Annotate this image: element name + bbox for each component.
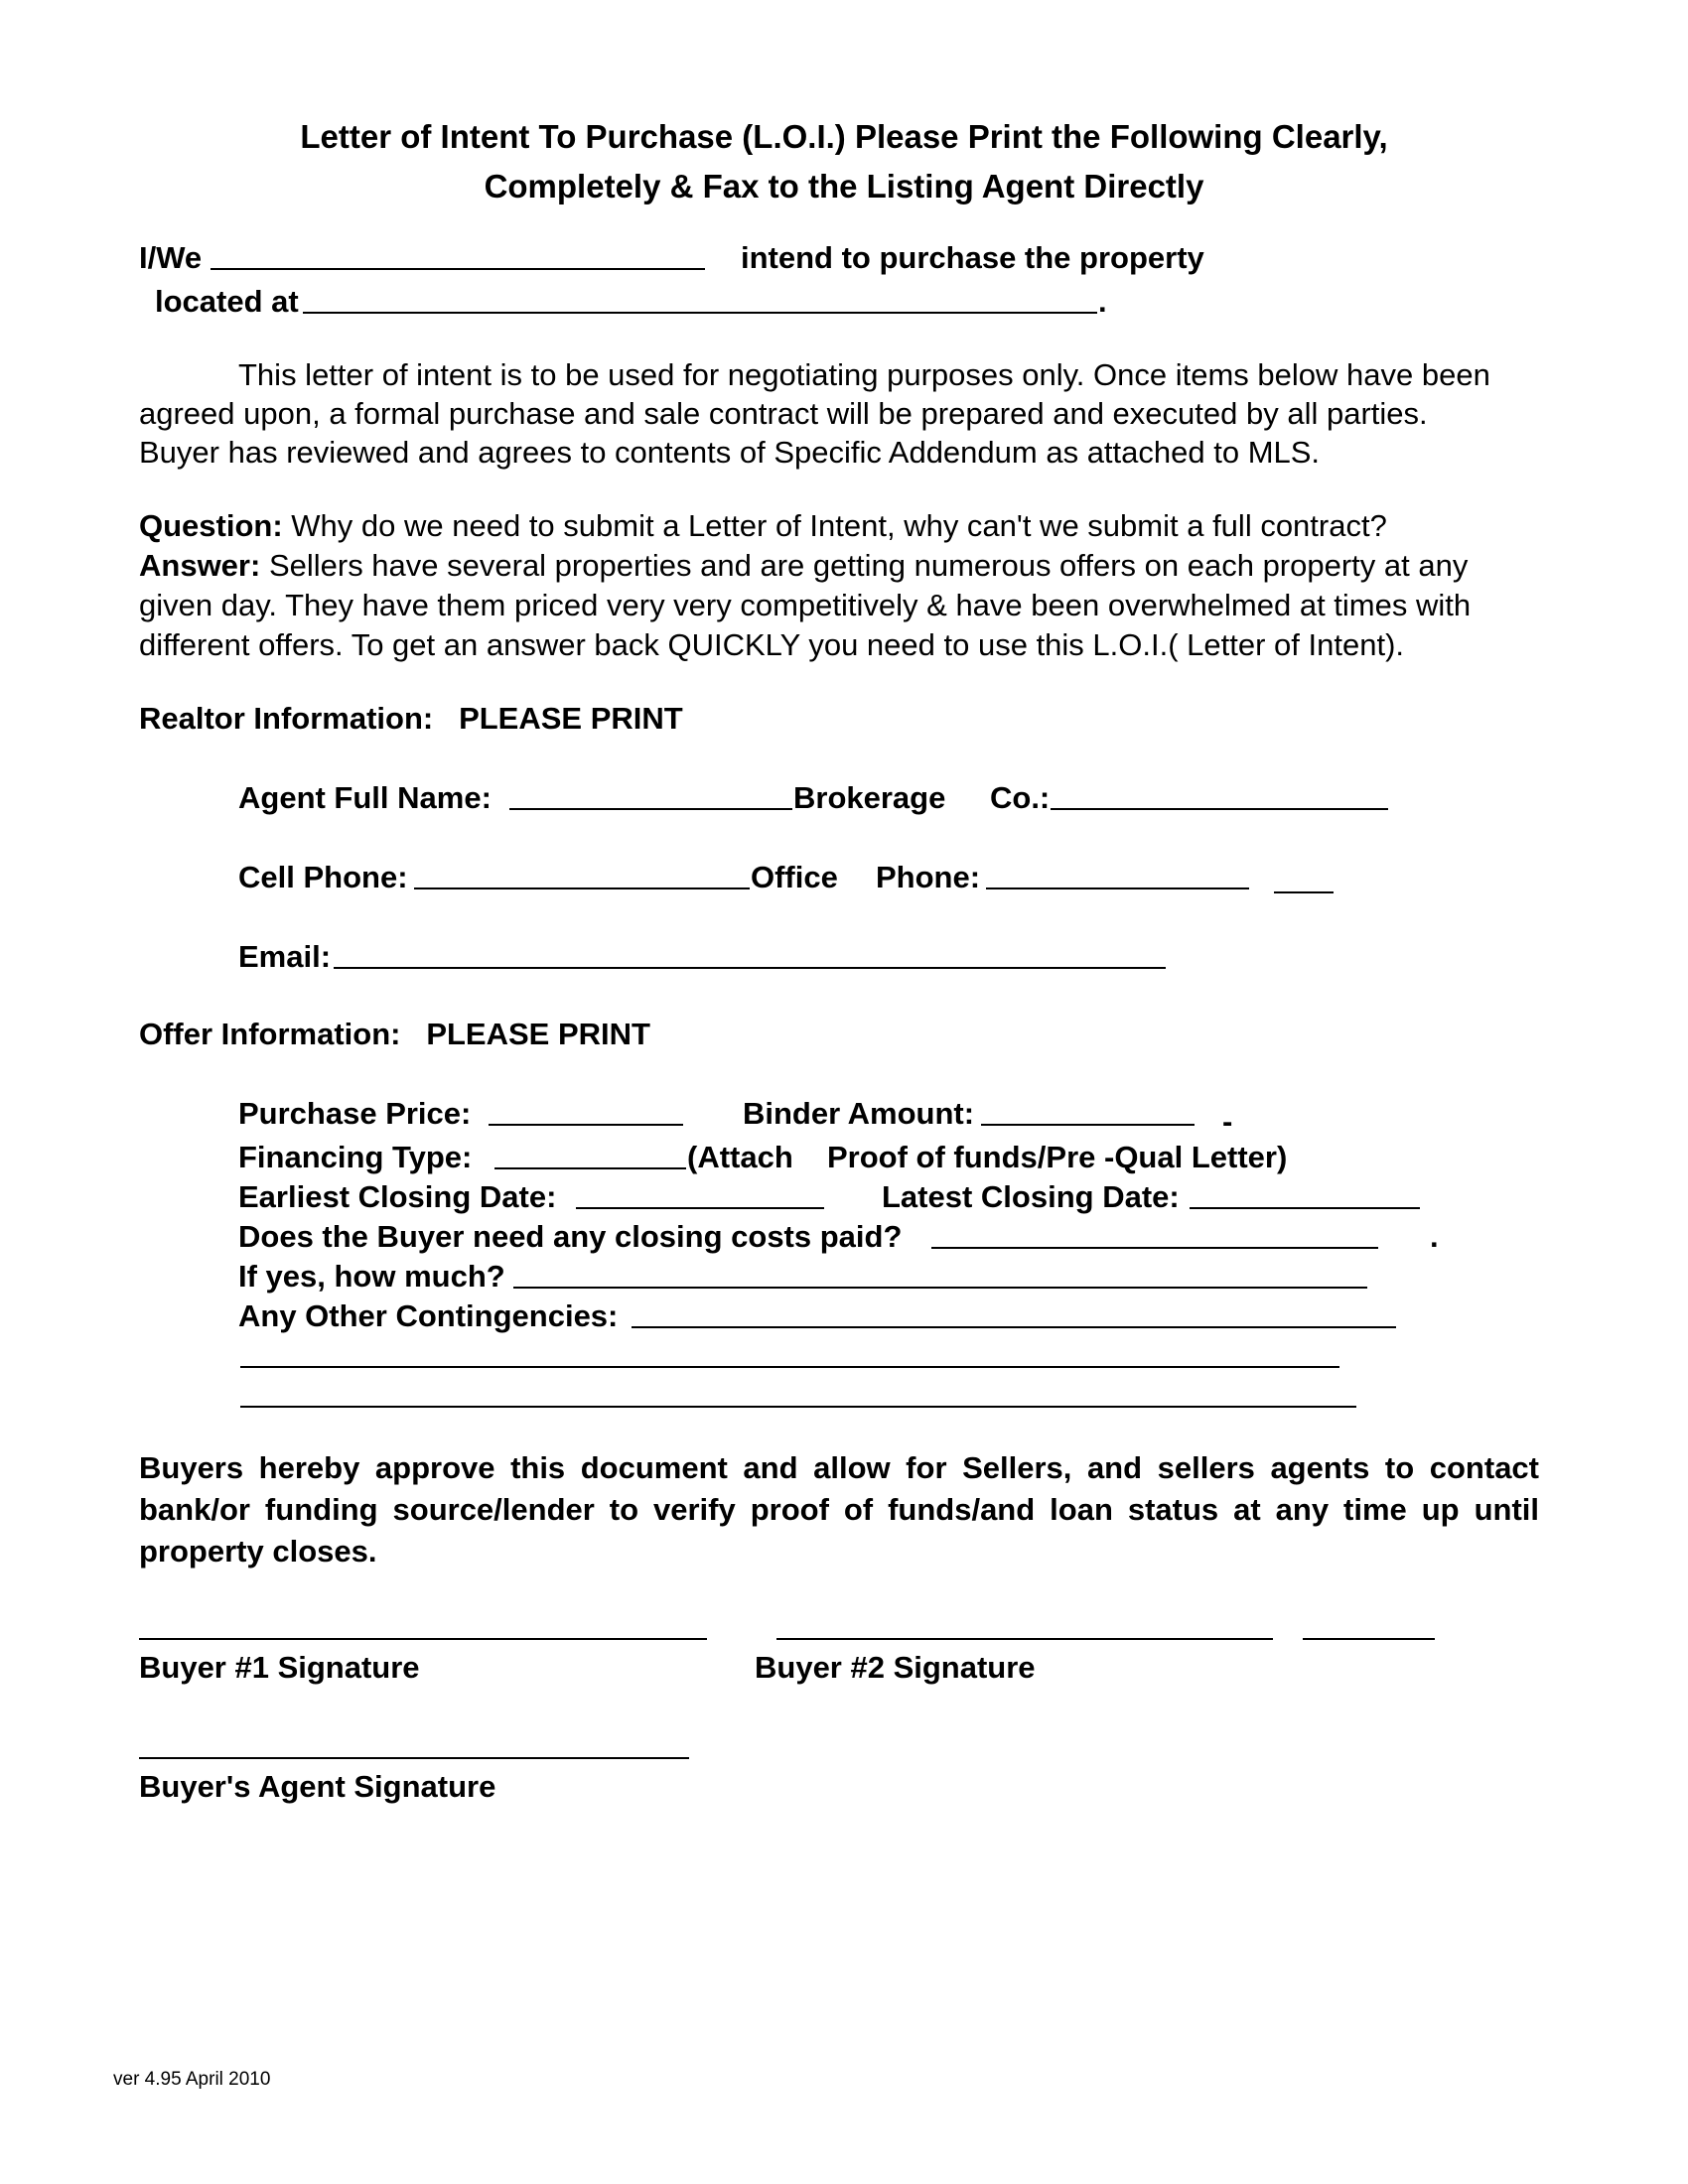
agent-full-name-label: Agent Full Name: xyxy=(238,780,492,815)
purchase-price-label: Purchase Price: xyxy=(238,1096,472,1131)
office-phone-label: Phone: xyxy=(876,860,981,894)
answer-text-line-3: different offers. To get an answer back QUICKLY you need to use this L.O.I.( Letter of Intent). xyxy=(139,627,1405,662)
brokerage-company-field[interactable] xyxy=(1051,808,1388,810)
other-contingencies-line-3[interactable] xyxy=(240,1406,1356,1408)
question-text: Why do we need to submit a Letter of Intent, why can't we submit a full contract? xyxy=(291,508,1387,543)
located-at-label: located at xyxy=(155,284,299,319)
office-phone-field[interactable] xyxy=(986,887,1249,889)
financing-type-label: Financing Type: xyxy=(238,1140,473,1174)
buyer-names-field[interactable] xyxy=(211,268,705,270)
brokerage-label: Brokerage xyxy=(793,780,946,815)
closing-costs-label: Does the Buyer need any closing costs paid? xyxy=(238,1219,903,1254)
other-contingencies-label: Any Other Contingencies: xyxy=(238,1298,619,1333)
approval-line-3: property closes. xyxy=(139,1534,377,1569)
buyers-agent-signature-field[interactable] xyxy=(139,1757,689,1759)
buyer-1-signature-field[interactable] xyxy=(139,1638,707,1640)
intend-to-purchase-text: intend to purchase the property xyxy=(741,240,1204,275)
intro-line-2: agreed upon, a formal purchase and sale contract will be prepared and executed by all parties. xyxy=(139,396,1428,431)
answer-label: Answer: xyxy=(139,548,261,583)
realtor-info-heading: Realtor Information: PLEASE PRINT xyxy=(139,701,683,736)
binder-amount-label: Binder Amount: xyxy=(743,1096,975,1131)
document-title-line-2: Completely & Fax to the Listing Agent Directly xyxy=(484,168,1204,205)
approval-paragraph xyxy=(139,1447,1539,1572)
agent-full-name-field[interactable] xyxy=(509,808,792,810)
property-address-field[interactable] xyxy=(303,312,1097,314)
how-much-field[interactable] xyxy=(513,1287,1367,1289)
faq-question xyxy=(139,508,1387,544)
address-period: . xyxy=(1098,284,1107,319)
binder-amount-field[interactable] xyxy=(981,1124,1195,1126)
office-label: Office xyxy=(751,860,838,894)
attach-label: (Attach xyxy=(687,1140,793,1174)
buyer-2-signature-field[interactable] xyxy=(776,1638,1273,1640)
purchase-price-field[interactable] xyxy=(489,1124,683,1126)
financing-type-field[interactable] xyxy=(494,1167,686,1169)
how-much-label: If yes, how much? xyxy=(238,1259,505,1294)
version-footer: ver 4.95 April 2010 xyxy=(113,2069,271,2090)
cell-phone-field[interactable] xyxy=(414,887,750,889)
closing-costs-field[interactable] xyxy=(931,1247,1378,1249)
buyer-2-date-field[interactable] xyxy=(1303,1638,1435,1640)
email-field[interactable] xyxy=(334,967,1166,969)
latest-closing-date-label: Latest Closing Date: xyxy=(882,1179,1180,1214)
approval-line-2: bank/or funding source/lender to verify proof of funds/and loan status at any time up until xyxy=(139,1492,1539,1527)
answer-text-line-1: Sellers have several properties and are getting numerous offers on each property at any xyxy=(268,548,1469,583)
buyer-2-signature-label: Buyer #2 Signature xyxy=(755,1650,1036,1685)
other-contingencies-field[interactable] xyxy=(632,1326,1396,1328)
intro-line-3: Buyer has reviewed and agrees to contents of Specific Addendum as attached to MLS. xyxy=(139,435,1321,470)
brokerage-co-label: Co.: xyxy=(990,780,1051,815)
faq-answer-line-1 xyxy=(139,548,1468,584)
offer-info-heading: Offer Information: PLEASE PRINT xyxy=(139,1017,650,1051)
cell-phone-label: Cell Phone: xyxy=(238,860,408,894)
buyer-1-signature-label: Buyer #1 Signature xyxy=(139,1650,420,1685)
intro-line-1: This letter of intent is to be used for negotiating purposes only. Once items below have been xyxy=(238,357,1490,392)
iwe-label: I/We xyxy=(139,240,203,275)
approval-line-1: Buyers hereby approve this document and allow for Sellers, and sellers agents to contact xyxy=(139,1450,1539,1485)
proof-of-funds-label: Proof of funds/Pre -Qual Letter) xyxy=(827,1140,1288,1174)
office-phone-extension-field[interactable] xyxy=(1274,891,1334,893)
closing-costs-dot: . xyxy=(1430,1219,1439,1254)
email-label: Email: xyxy=(238,939,332,974)
binder-dash: - xyxy=(1222,1104,1233,1139)
answer-text-line-2: given day. They have them priced very very competitively & have been overwhelmed at times with xyxy=(139,588,1472,622)
latest-closing-date-field[interactable] xyxy=(1190,1207,1420,1209)
earliest-closing-date-field[interactable] xyxy=(576,1207,824,1209)
earliest-closing-date-label: Earliest Closing Date: xyxy=(238,1179,557,1214)
buyers-agent-signature-label: Buyer's Agent Signature xyxy=(139,1769,496,1804)
other-contingencies-line-2[interactable] xyxy=(240,1366,1339,1368)
document-title-line-1: Letter of Intent To Purchase (L.O.I.) Please Print the Following Clearly, xyxy=(300,118,1388,155)
question-label: Question: xyxy=(139,508,283,543)
